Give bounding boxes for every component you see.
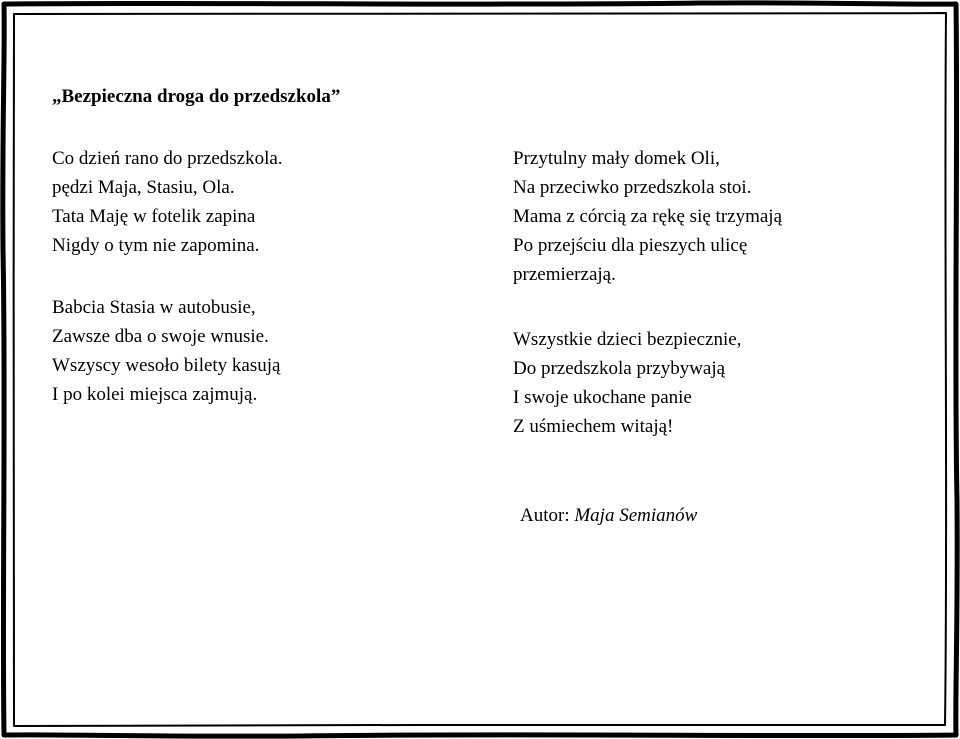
verse-line: pędzi Maja, Stasiu, Ola. <box>52 177 235 198</box>
author-label: Autor: <box>520 505 570 526</box>
verse-line: Co dzień rano do przedszkola. <box>52 148 283 169</box>
verse-line: Mama z córcią za rękę się trzymają <box>513 206 783 227</box>
verse-line: I po kolei miejsca zajmują. <box>52 384 258 405</box>
verse-line: Wszyscy wesoło bilety kasują <box>52 355 281 376</box>
verse-line: Z uśmiechem witają! <box>513 416 674 437</box>
author-credit <box>520 505 697 527</box>
verse-line: I swoje ukochane panie <box>513 387 692 408</box>
stanza-3 <box>513 144 782 289</box>
verse-line: Do przedszkola przybywają <box>513 358 726 379</box>
verse-line: Wszystkie dzieci bezpiecznie, <box>513 329 742 350</box>
verse-line: Na przeciwko przedszkola stoi. <box>513 177 752 198</box>
stanza-1 <box>52 144 283 260</box>
poem-title: „Bezpieczna droga do przedszkola” <box>52 86 341 107</box>
verse-line: Po przejściu dla pieszych ulicę <box>513 235 748 256</box>
verse-line: Babcia Stasia w autobusie, <box>52 297 256 318</box>
verse-line: Tata Maję w fotelik zapina <box>52 206 256 227</box>
stanza-2 <box>52 293 280 409</box>
author-name: Maja Semianów <box>574 505 698 526</box>
verse-line: Przytulny mały domek Oli, <box>513 148 720 169</box>
stanza-4 <box>513 325 741 441</box>
verse-line: Nigdy o tym nie zapomina. <box>52 235 260 256</box>
verse-line: przemierzają. <box>513 264 616 285</box>
verse-line: Zawsze dba o swoje wnusie. <box>52 326 269 347</box>
